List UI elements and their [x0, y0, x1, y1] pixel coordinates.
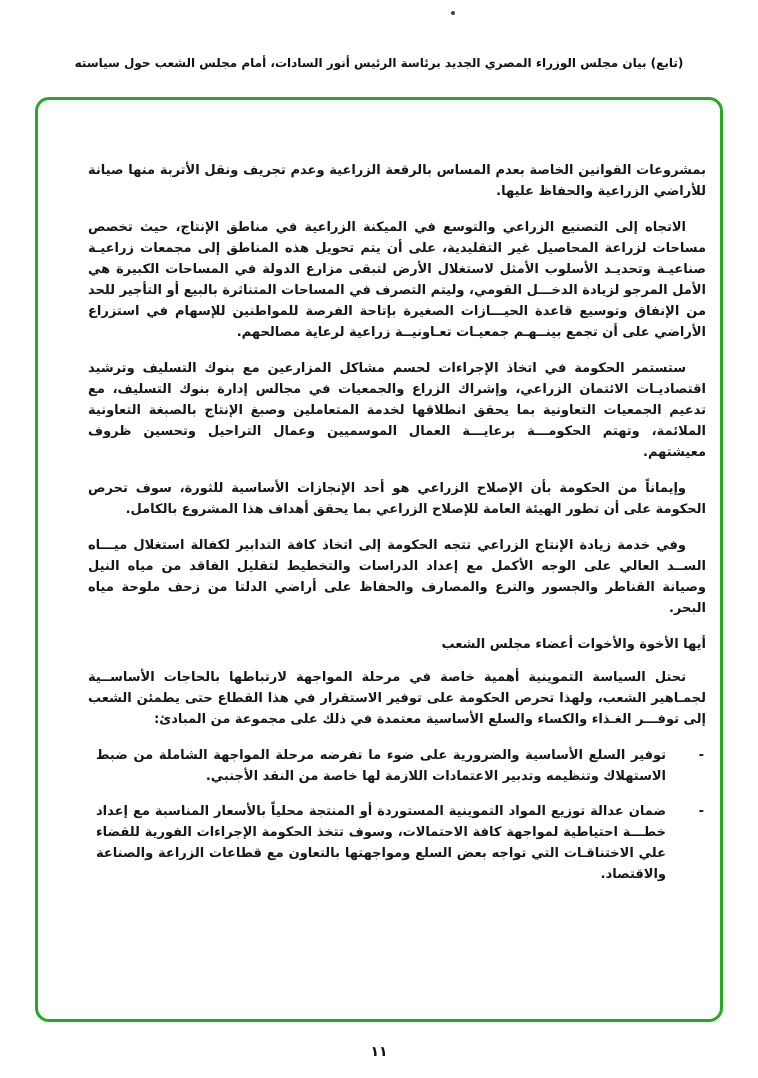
- section-heading: أيها الأخوة والأخوات أعضاء مجلس الشعب: [441, 637, 706, 652]
- paragraph-intro: تحتل السياسة التموينية أهمية خاصة في مرحلة المواجهة لارتباطها بالحاجات الأساســية لجمـاهير الشعب، ولهذا تحرص الحكومة على توفير الاستقرار في هذا القطاع حتى يطمئن الشعب إلى توفـــر الغـذاء والكساء والسلع الأساسية معتمدة في ذلك على مجموعة من المبادئ:: [88, 670, 706, 727]
- paragraph-4: وإيماناً من الحكومة بأن الإصلاح الزراعي هو أحد الإنجازات الأساسية للثورة، سوف تحرص الحكومة على أن تطور الهيئة العامة للإصلاح الزراعي بما يحقق أهداف هذا المشروع بالكامل.: [88, 481, 706, 517]
- bullet-text-2: ضمان عدالة توزيع المواد التموينية المستوردة أو المنتجة محلياً بالأسعار المناسبة مع إعداد خطـــة احتياطية لمواجهة كافة الاحتمالات، وسوف تتخذ الحكومة الإجراءات الفورية للقضاء علي الاختناقـات التي تواجه بعض السلع ومواجهتها بالتعاون مع قطاعات الزراعة والصناعة والاقتصاد.: [96, 804, 666, 882]
- list-item: [88, 745, 706, 787]
- bullet-dash: -: [698, 748, 704, 763]
- bullet-text-1: توفير السلع الأساسية والضرورية على ضوء ما تفرضه مرحلة المواجهة الشاملة من ضبط الاستهلاك وتنظيمه وتدبير الاعتمادات اللازمة لها خاصة من النقد الأجنبي.: [96, 748, 666, 784]
- page-number: ١١: [370, 1044, 388, 1060]
- scan-artifact-dot: [451, 11, 455, 15]
- paragraph-1: بمشروعات القوانين الخاصة بعدم المساس بالرقعة الزراعية وعدم تجريف ونقل الأتربة منها صيانة للأراضي الزراعية والحفاظ عليها.: [88, 163, 706, 199]
- paragraph-2: الاتجاه إلى التصنيع الزراعي والتوسع في الميكنة الزراعية في مناطق الإنتاج، حيث تخصص مساحات لزراعة المحاصيل غير التقليدية، على أن يتم تحويل هذه المناطق إلى مجمعات زراعيـة صناعيـة وتحديـد الأسلوب الأمثل لاستغلال الأرض لتبقى مزارع الدولة في المساحات الكبيرة هي الأمل المرجو لزيادة الدخـــل القومي، وليتم التصرف في المساحات المتناثرة بالبيع أو التأجير للحد من الإنفاق وتوسيع قاعدة الحيـــازات الصغيرة بإتاحة الفرصة للمواطنين للإسهام في استزراع الأراضي على أن تجمع بينــهـم جمعيـات تعـاونيــة زراعية لرعاية مصالحهم.: [88, 220, 706, 340]
- paragraph-3: ستستمر الحكومة في اتخاذ الإجراءات لحسم مشاكل المزارعين مع بنوك التسليف وترشيد اقتصاديـات الائتمان الزراعي، وإشراك الزراع والجمعيات في مجالس إدارة بنوك التسليف، مع تدعيم الجمعيات التعاونية بما يحقق انطلاقها لخدمة المتعاملين وصبغ الإنتاج بالصبغة التعاونية الملائمة، وتهتم الحكومـــة برعايـــة العمال الموسميين وعمال التراحيل وتحسين ظروف معيشتهم.: [88, 361, 706, 460]
- list-item: [88, 801, 706, 885]
- bullet-dash: -: [698, 804, 704, 819]
- content-border: [35, 97, 723, 1022]
- document-header: (تابع) بيان مجلس الوزراء المصري الجديد برئاسة الرئيس أنور السادات، أمام مجلس الشعب حول سياسته: [74, 56, 684, 70]
- paragraph-5: وفي خدمة زيادة الإنتاج الزراعي تتجه الحكومة إلى اتخاذ كافة التدابير لكفالة استغلال ميـــاه الســد العالي على الوجه الأكمل مع إعداد الدراسات والتخطيط لتقليل الفاقد من مياه النيل وصيانة القناطر والجسور والترع والمصارف والحفاظ على أراضي الدلتا من زحف ملوحة مياه البحر.: [88, 538, 706, 616]
- document-content: [88, 160, 706, 899]
